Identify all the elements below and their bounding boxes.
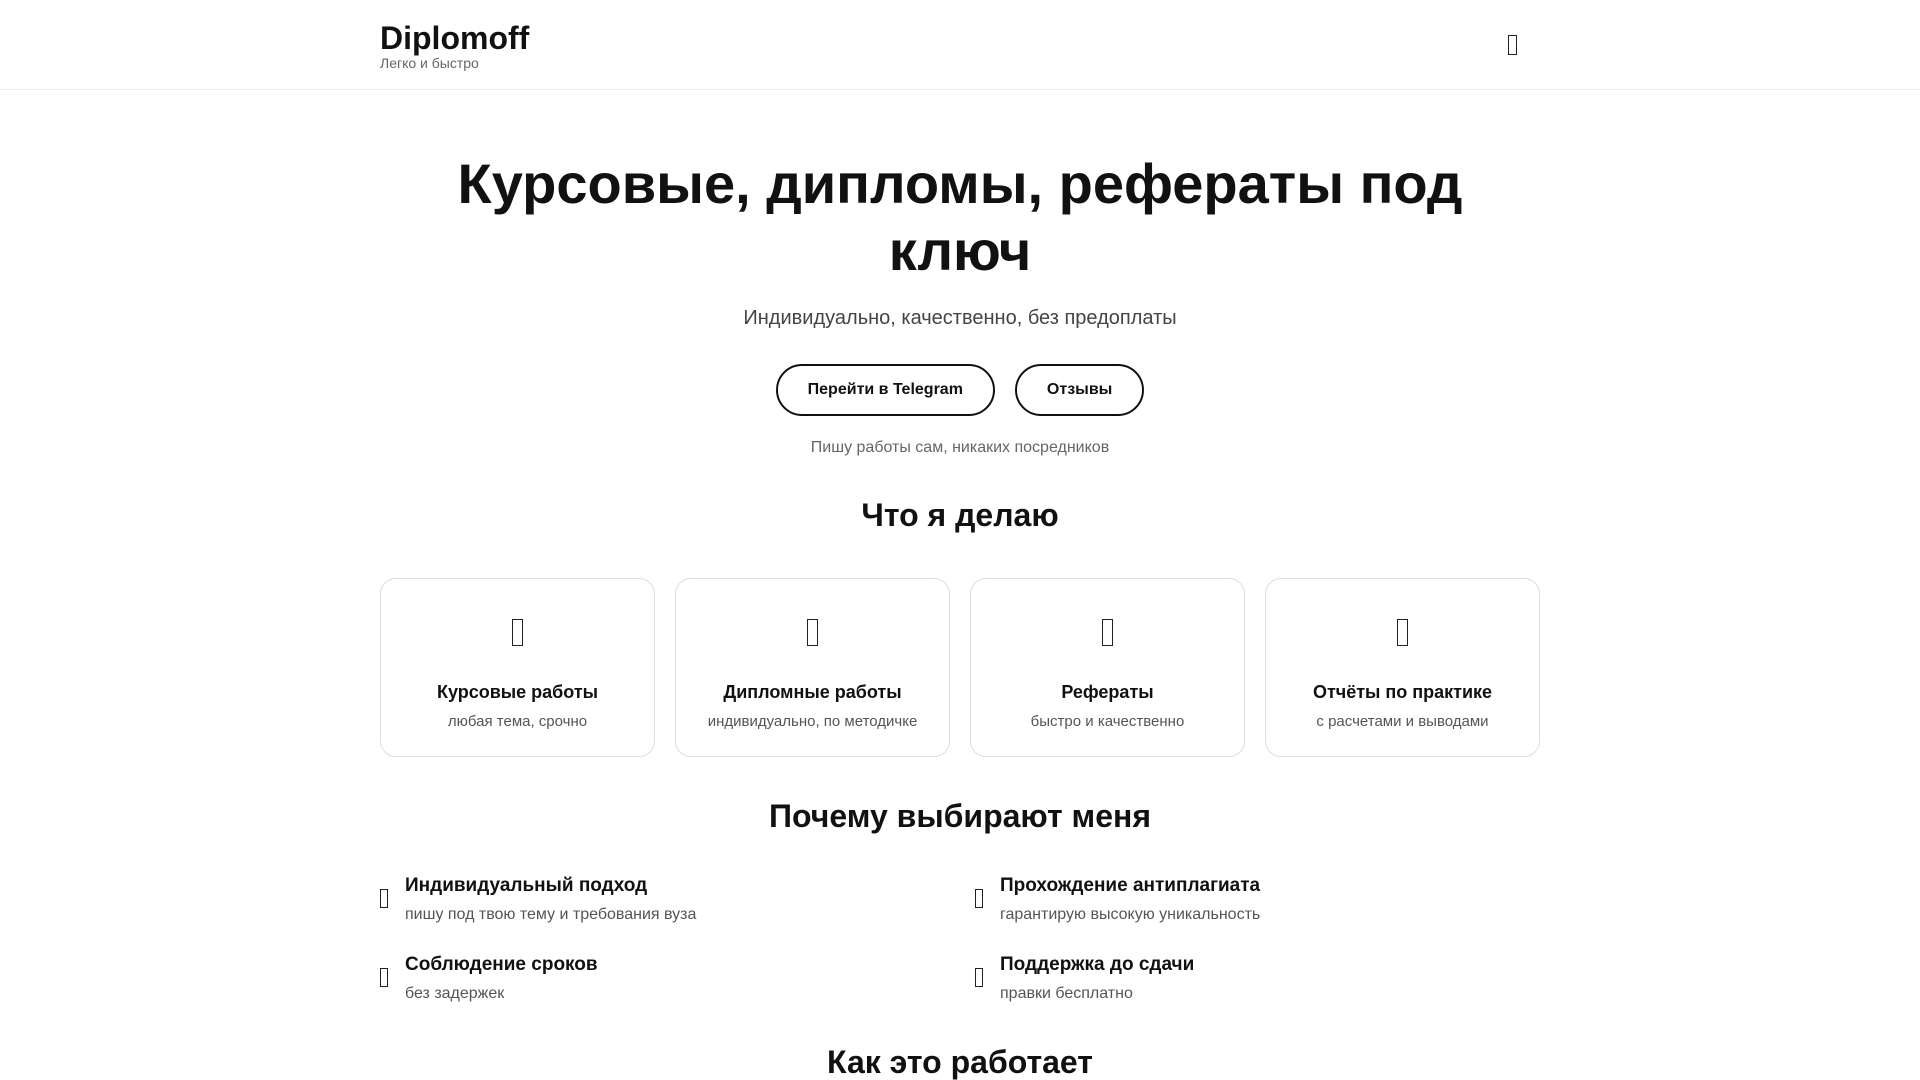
telegram-button[interactable]: Перейти в Telegram xyxy=(776,364,995,416)
service-card-coursework[interactable] xyxy=(380,578,655,757)
card-subtitle: быстро и качественно xyxy=(1030,713,1185,730)
hero-title: Курсовые, дипломы, рефераты под ключ xyxy=(457,152,1463,282)
card-subtitle: индивидуально, по методичке xyxy=(707,713,918,730)
services-section xyxy=(0,496,1920,757)
service-card-practice-reports[interactable] xyxy=(1265,578,1540,757)
why-section xyxy=(0,797,1920,1003)
feature-subtitle: правки бесплатно xyxy=(1000,985,1133,1002)
how-section xyxy=(0,1043,1920,1080)
menu-icon xyxy=(1508,35,1517,55)
card-title: Дипломные работы xyxy=(723,682,902,702)
site-header xyxy=(0,0,1920,90)
hero-note: Пишу работы сам, никаких посредников xyxy=(810,439,1110,456)
how-title: Как это работает xyxy=(827,1044,1093,1080)
feature-subtitle: пишу под твою тему и требования вуза xyxy=(405,906,697,923)
menu-button[interactable] xyxy=(1499,32,1525,58)
hero-actions xyxy=(0,364,1920,416)
feature-subtitle: без задержек xyxy=(405,985,505,1002)
hero-subtitle: Индивидуально, качественно, без предоплаты xyxy=(743,307,1177,329)
feature-title: Прохождение антиплагиата xyxy=(1000,875,1261,896)
feature-title: Соблюдение сроков xyxy=(405,954,598,975)
check-icon xyxy=(975,889,983,908)
feature-subtitle: гарантирую высокую уникальность xyxy=(1000,906,1261,923)
document-icon xyxy=(1102,619,1113,646)
why-title: Почему выбирают меня xyxy=(769,798,1151,834)
features-grid xyxy=(380,875,1540,1003)
feature-item xyxy=(975,954,1540,1003)
card-title: Отчёты по практике xyxy=(1312,682,1493,702)
check-icon xyxy=(975,968,983,987)
card-subtitle: любая тема, срочно xyxy=(447,713,588,730)
feature-title: Поддержка до сдачи xyxy=(1000,954,1195,975)
card-title: Рефераты xyxy=(1061,682,1154,702)
card-title: Курсовые работы xyxy=(436,682,599,702)
logo[interactable]: Diplomoff xyxy=(380,19,530,56)
book-icon xyxy=(512,619,523,646)
feature-title: Индивидуальный подход xyxy=(405,875,648,896)
feature-item xyxy=(380,954,975,1003)
reviews-button[interactable]: Отзывы xyxy=(1015,364,1144,416)
check-icon xyxy=(380,889,388,908)
services-title: Что я делаю xyxy=(861,497,1059,533)
hero-section xyxy=(0,90,1920,458)
service-card-diploma[interactable] xyxy=(675,578,950,757)
services-cards xyxy=(380,578,1540,757)
service-card-essays[interactable] xyxy=(970,578,1245,757)
report-icon xyxy=(1397,619,1408,646)
graduation-icon xyxy=(807,619,818,646)
card-subtitle: с расчетами и выводами xyxy=(1316,713,1489,730)
check-icon xyxy=(380,968,388,987)
header-container xyxy=(380,0,1540,89)
feature-item xyxy=(975,875,1540,924)
brand[interactable] xyxy=(380,19,529,71)
feature-item xyxy=(380,875,975,924)
tagline: Легко и быстро xyxy=(380,54,479,71)
